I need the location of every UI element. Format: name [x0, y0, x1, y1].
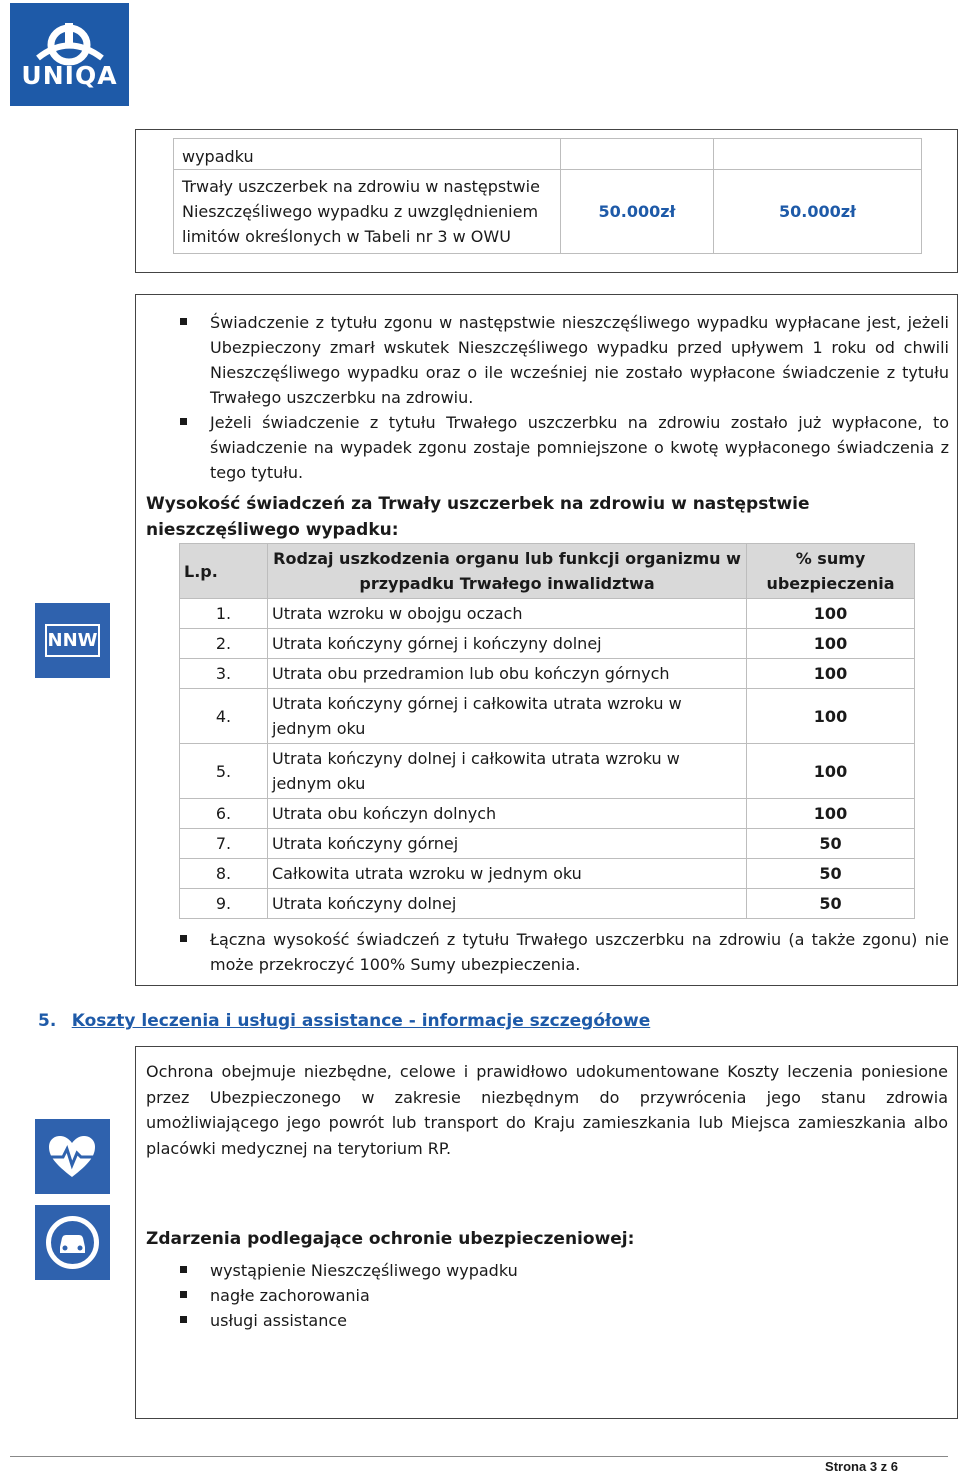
- injury-row: [180, 744, 915, 799]
- heart-icon: [35, 1119, 110, 1194]
- injury-pct: 100: [747, 599, 915, 629]
- injury-pct: 100: [747, 689, 915, 744]
- injury-pct: 50: [747, 829, 915, 859]
- injury-row: [180, 599, 915, 629]
- injury-lp: 4.: [180, 689, 268, 744]
- injury-pct: 50: [747, 889, 915, 919]
- nnw-badge-label: NNW: [45, 624, 100, 657]
- injury-desc: Utrata wzroku w obojgu oczach: [268, 599, 747, 629]
- nnw-bullets: [146, 310, 949, 485]
- injury-desc: Utrata kończyny górnej i kończyny dolnej: [268, 629, 747, 659]
- nnw-frame: [135, 294, 958, 986]
- desc-line-2: Nieszczęśliwego wypadku z uwzględnieniem: [182, 202, 539, 221]
- nnw-heading: Wysokość świadczeń za Trwały uszczerbek na zdrowiu w następstwie nieszczęśliwego wypadku:: [146, 494, 810, 540]
- footer-rule: [10, 1456, 948, 1457]
- injury-lp: 3.: [180, 659, 268, 689]
- injury-lp: 2.: [180, 629, 268, 659]
- page-number: Strona 3 z 6: [825, 1459, 898, 1474]
- injury-lp: 5.: [180, 744, 268, 799]
- section5-frame: [135, 1046, 958, 1419]
- injury-desc: Całkowita utrata wzroku w jednym oku: [268, 859, 747, 889]
- col-lp: L.p.: [180, 544, 268, 599]
- section5-items: [146, 1258, 949, 1333]
- nnw-bullet-2: Jeżeli świadczenie z tytułu Trwałego uszczerbku na zdrowiu zostało już wypłacone, to świadczenie na wypadek zgonu zostaje pomniejszone o kwotę wypłaconego świadczenia z tego tytułu.: [146, 410, 949, 485]
- car-icon: [35, 1205, 110, 1280]
- injury-row: [180, 889, 915, 919]
- injury-desc: Utrata kończyny górnej: [268, 829, 747, 859]
- nnw-bullet-1: Świadczenie z tytułu zgonu w następstwie nieszczęśliwego wypadku wypłacane jest, jeżeli Ubezpieczony zmarł wskutek Nieszczęśliwego wypadku przed upływem 1 roku od chwili Nieszczęśliwego wypadku oraz o ile wcześniej nie zostało wypłacone świadczenie z tytułu Trwałego uszczerbku na zdrowiu.: [146, 310, 949, 410]
- uniqa-logo: [10, 3, 129, 106]
- injury-row: [180, 859, 915, 889]
- car-assistance-icon: [35, 1205, 110, 1280]
- injury-desc: Utrata obu przedramion lub obu kończyn górnych: [268, 659, 747, 689]
- injury-table: [179, 543, 915, 919]
- section5-item: usługi assistance: [146, 1308, 949, 1333]
- top-table: [173, 138, 922, 254]
- injury-lp: 8.: [180, 859, 268, 889]
- amount-2: 50.000zł: [779, 202, 856, 221]
- injury-pct: 100: [747, 744, 915, 799]
- section5-item: wystąpienie Nieszczęśliwego wypadku: [146, 1258, 949, 1283]
- section5-item: nagłe zachorowania: [146, 1283, 949, 1308]
- top-frame: [135, 129, 958, 273]
- injury-pct: 100: [747, 799, 915, 829]
- injury-lp: 7.: [180, 829, 268, 859]
- section5-number: 5.: [38, 1011, 57, 1031]
- injury-desc: Utrata kończyny dolnej i całkowita utrata wzroku w jednym oku: [268, 744, 747, 799]
- injury-lp: 9.: [180, 889, 268, 919]
- injury-row: [180, 659, 915, 689]
- injury-row: [180, 689, 915, 744]
- injury-lp: 1.: [180, 599, 268, 629]
- injury-pct: 100: [747, 629, 915, 659]
- injury-rows: [180, 599, 915, 919]
- section5-paragraph: Ochrona obejmuje niezbędne, celowe i prawidłowo udokumentowane Koszty leczenia poniesione przez Ubezpieczonego w zakresie niezbędnym do przywrócenia jego stanu zdrowia umożliwiającego jego powrót lub transport do Kraju zamieszkania lub Miejsca zamieszkania albo placówki medycznej na terytorium RP.: [146, 1062, 948, 1158]
- logo-text: UNIQA: [21, 61, 118, 90]
- injury-desc: Utrata kończyny górnej i całkowita utrata wzroku w jednym oku: [268, 689, 747, 744]
- injury-row: [180, 799, 915, 829]
- injury-desc: Utrata kończyny dolnej: [268, 889, 747, 919]
- nnw-final-list: [146, 927, 949, 977]
- col-desc: Rodzaj uszkodzenia organu lub funkcji organizmu w przypadku Trwałego inwalidztwa: [268, 544, 747, 599]
- injury-pct: 50: [747, 859, 915, 889]
- section5-heading: Zdarzenia podlegające ochronie ubezpieczeniowej:: [146, 1229, 635, 1249]
- desc-line-3: limitów określonych w Tabeli nr 3 w OWU: [182, 227, 511, 246]
- injury-desc: Utrata obu kończyn dolnych: [268, 799, 747, 829]
- injury-row: [180, 829, 915, 859]
- amount-1: 50.000zł: [598, 202, 676, 221]
- nnw-badge: [35, 603, 110, 678]
- injury-pct: 100: [747, 659, 915, 689]
- health-icon: [35, 1119, 110, 1194]
- section5-title-text: Koszty leczenia i usługi assistance - informacje szczegółowe: [71, 1011, 651, 1031]
- nnw-final-bullet: Łączna wysokość świadczeń z tytułu Trwałego uszczerbku na zdrowiu (a także zgonu) nie może przekroczyć 100% Sumy ubezpieczenia.: [146, 927, 949, 977]
- col-pct: % sumy ubezpieczenia: [747, 544, 915, 599]
- section5-title: [38, 1011, 650, 1031]
- injury-lp: 6.: [180, 799, 268, 829]
- desc-line-1: Trwały uszczerbek na zdrowiu w następstwie: [182, 177, 540, 196]
- injury-row: [180, 629, 915, 659]
- prev-row-text: wypadku: [182, 147, 254, 166]
